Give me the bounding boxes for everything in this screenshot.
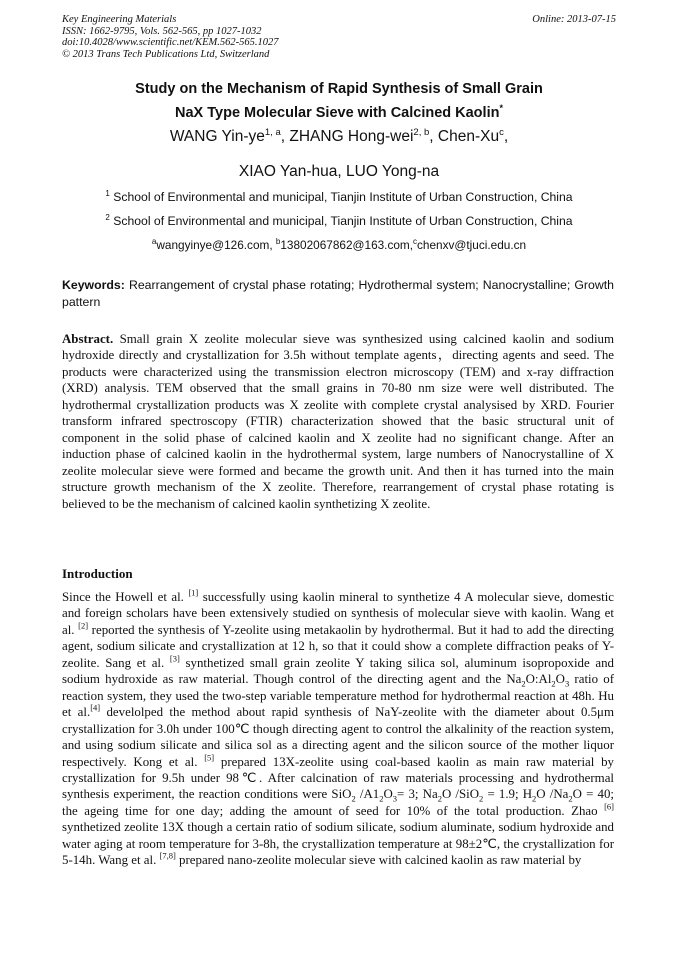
citation-ref: [7,8] (159, 850, 176, 861)
intro-text: O /Na (536, 787, 569, 802)
author-name: WANG Yin-ye (169, 128, 265, 146)
subscript: 2 (551, 678, 556, 689)
subscript: 2 (351, 794, 356, 805)
subscript: 2 (521, 678, 526, 689)
subscript: 2 (532, 794, 537, 805)
abstract-label: Abstract. (62, 332, 114, 346)
subscript: 2 (479, 794, 484, 805)
keywords-text: Rearrangement of crystal phase rotating; Hydrothermal system; Nanocrystalline; Growth pattern (62, 278, 614, 309)
author-list-line-2: XIAO Yan-hua, LUO Yong-na (238, 163, 440, 180)
subscript: 2 (379, 794, 384, 805)
journal-header (62, 14, 616, 60)
citation-ref: [2] (78, 620, 89, 631)
citation-ref: [6] (604, 801, 614, 812)
author-emails (62, 237, 616, 252)
intro-text: prepared 13X-zeolite using coal-based kaolin as main raw material by crystallization for 9.5h under 98℃. After calcination of raw materials processing and hydrothermal synthesis experiment, the reaction conditions were SiO (62, 754, 614, 802)
title-line-2-text: NaX Type Molecular Sieve with Calcined Kaolin (175, 104, 500, 121)
subscript: 2 (437, 794, 442, 805)
doi-line: doi:10.4028/www.scientific.net/KEM.562-565.1027 (62, 37, 279, 48)
citation-ref: [4] (90, 702, 101, 713)
intro-text: synthetized zeolite 13X though a certain ratio of sodium silicate, sodium aluminate, sodium hydroxide and water aging at room temperature for 3-8h, the crystallization temperature at 98±2℃, the crystallization for 5-14h. Wang et al. (62, 820, 614, 868)
intro-text: develolped the method about rapid synthesis of NaY-zeolite with the diameter about 0.5μm crystallization for 3.0h under 100℃ though directing agent to control the alkalinity of the reaction system, and using sodium silicate and silica sol as a directing agent and the silicon source of the mother liquor respectively. Kong et al. (62, 705, 614, 769)
journal-name: Key Engineering Materials (62, 14, 177, 25)
subscript: 2 (568, 794, 573, 805)
title-line-2 (62, 99, 616, 123)
intro-text: O = 40; the ageing time for one day; adding the amount of seed for 10% of the total production. Zhao (62, 787, 614, 818)
affiliation-text: School of Environmental and municipal, Tianjin Institute of Urban Construction, China (113, 190, 573, 205)
citation-ref: [1] (188, 587, 199, 598)
introduction-heading: Introduction (62, 566, 133, 581)
intro-text: ratio of reaction system, they used the two-step variable temperature method for hydrothermal reaction at 48h. Hu et al. (62, 672, 615, 720)
intro-text: O:Al (525, 672, 552, 687)
keywords-label: Keywords: (62, 278, 125, 292)
intro-text: synthetized small grain zeolite Y taking silica sol, aluminum isopropoxide and sodium hydroxide as raw material. Though control of the directing agent and the Na (62, 655, 614, 687)
email-address: 13802067862@163.com, (280, 237, 414, 252)
author-separator: , (429, 128, 438, 146)
intro-text: reported the synthesis of Y-zeolite using metakaolin by hydrothermal. But it had to add the directing agent, sodium silicate and crystallization at 12 h, so that it could show a complete diffraction peaks of Y-zeolite. Sang et al. (62, 622, 614, 670)
author-affiliation-mark: 1, a (264, 127, 281, 138)
abstract-block (62, 331, 614, 512)
email-mark: c (413, 237, 418, 246)
intro-text: O /SiO (441, 787, 480, 802)
paper-title (62, 80, 616, 123)
title-line-1: Study on the Mechanism of Rapid Synthesis of Small Grain (135, 81, 543, 97)
intro-text: = 1.9; H (483, 787, 533, 802)
author-list-line-1 (62, 127, 616, 146)
affiliation-2 (62, 213, 616, 228)
email-address: chenxv@tjuci.edu.cn (417, 237, 527, 252)
copyright-line: © 2013 Trans Tech Publications Ltd, Switzerland (62, 48, 270, 60)
email-mark: b (275, 237, 281, 246)
intro-text: prepared nano-zeolite molecular sieve with calcined kaolin as raw material by (175, 853, 582, 868)
affiliation-number: 1 (105, 189, 110, 198)
online-date: Online: 2013-07-15 (532, 14, 616, 25)
email-address: wangyinye@126.com, (156, 237, 276, 252)
intro-text: = 3; Na (397, 787, 438, 802)
author-affiliation-mark: c (499, 127, 504, 138)
affiliation-number: 2 (105, 213, 110, 222)
intro-text: Since the Howell et al. (62, 590, 189, 604)
title-footnote-mark: * (499, 103, 503, 113)
affiliation-text: School of Environmental and municipal, Tianjin Institute of Urban Construction, China (113, 214, 573, 229)
citation-ref: [3] (169, 653, 180, 664)
email-mark: a (151, 237, 157, 246)
author-separator: , (503, 128, 509, 146)
subscript: 3 (392, 794, 398, 805)
citation-ref: [5] (204, 752, 215, 763)
abstract-text: Small grain X zeolite molecular sieve was synthesized using calcined kaolin and sodium hydroxide directly and crystallization for 3.5h without template agents，directing agents and seed. The products were characterized using the transmission electron microscopy (TEM) and x-ray diffraction (XRD) analysis. TEM observed that the small grains in 70-80 nm size were well distributed. The hydrothermal crystallization products was X zeolite with complete crystal analysised by XRD. Fourier transform infrared spectroscopy (FTIR) characterization showed that the basic structural unit of component in the solid phase of calcined kaolin and X zeolite had no significant change. After an induction phase of calcined kaolin in the hydrothermal system, large numbers of Nanocrystalline of X zeolite molecular sieve were formed and became the growth unit. And then it has turned into the main structure growth mechanism of the X zeolite. Therefore, rearrangement of crystal phase rotating is believed to be the mechanism of calcined kaolin synthetizing X zeolite. (62, 332, 615, 511)
intro-text: /A1 (355, 787, 380, 802)
intro-text: O (383, 787, 393, 802)
author-affiliation-mark: 2, b (413, 127, 430, 138)
intro-text: successfully using kaolin mineral to synthetize 4 A molecular sieve, domestic and foreign scholars have been extensively studied on synthesis of molecular sieve with kaolin. Wang et al. (62, 590, 614, 637)
keywords-block (62, 277, 614, 311)
intro-text: O (555, 672, 565, 687)
subscript: 3 (564, 678, 570, 689)
author-name: ZHANG Hong-wei (289, 128, 414, 146)
author-separator: , (280, 128, 290, 146)
introduction-paragraph (62, 589, 614, 869)
affiliation-1 (62, 189, 616, 204)
author-name: Chen-Xu (437, 128, 500, 146)
issn-line: ISSN: 1662-9795, Vols. 562-565, pp 1027-1032 (62, 25, 262, 37)
